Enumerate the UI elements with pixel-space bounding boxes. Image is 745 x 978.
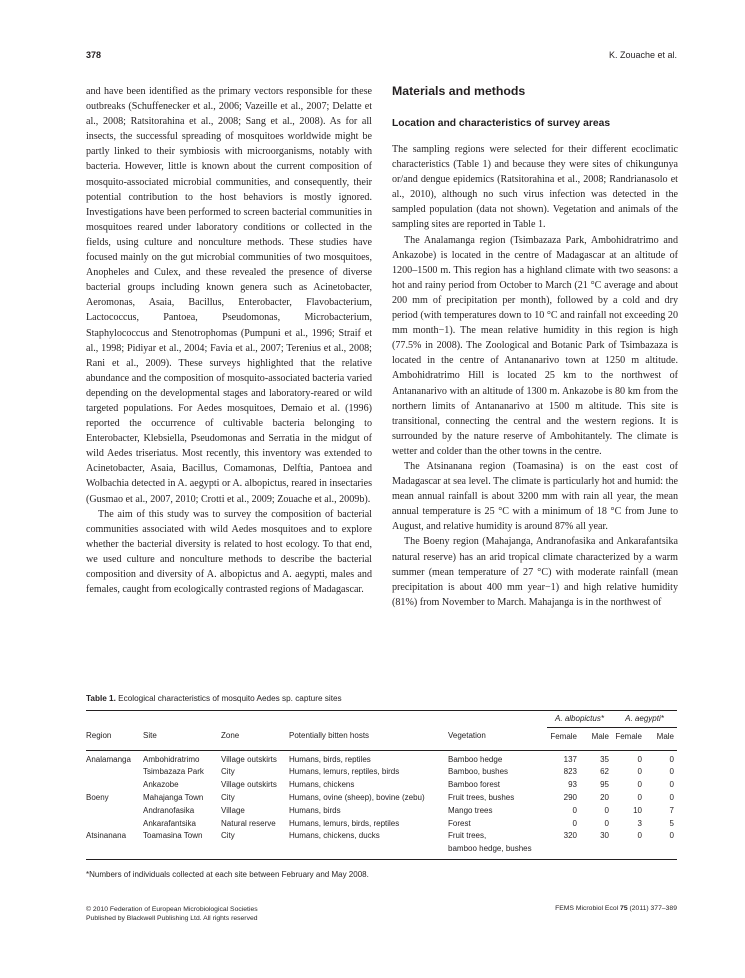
table-cell: 320 [563, 831, 577, 841]
table-cell [580, 844, 612, 857]
table-cell [289, 844, 448, 857]
table-cell: 30 [600, 831, 609, 841]
table-cell: 0 [637, 792, 642, 802]
table-cell: Humans, lemurs, birds, reptiles [289, 818, 400, 828]
table-cell [612, 844, 645, 857]
table-cell: 0 [604, 818, 609, 828]
table-cell: 0 [669, 767, 674, 777]
table-caption-text: Ecological characteristics of mosquito Aedes sp. capture sites [118, 694, 342, 703]
table-cell: 0 [572, 805, 577, 815]
table-cell: Humans, chickens, ducks [289, 831, 380, 841]
table-cell: City [221, 767, 235, 777]
table-cell: Ankarafantsika [143, 818, 196, 828]
table-cell: Humans, birds [289, 805, 341, 815]
table-footnote: *Numbers of individuals collected at each site between February and May 2008. [86, 869, 369, 879]
data-table-body [86, 755, 677, 857]
column-header: Vegetation [448, 731, 486, 741]
column-header: Female [615, 731, 642, 741]
table-cell: Bamboo forest [448, 780, 501, 790]
body-paragraph: The aim of this study was to survey the composition of bacterial communities associated with wild Aedes mosquitoes and to explore whether the bacterial diversity is related to host ecology. To that end, we used culture and nonculture methods to describe the bacterial composition and diversity of A. albopictus and A. aegypti, males and females, caught from ecologically contrasted regions of Madagascar. [86, 508, 372, 596]
column-header: Female [550, 731, 577, 741]
footer-copyright-line: © 2010 Federation of European Microbiological Societies [86, 906, 258, 913]
footer-copyright [86, 905, 258, 923]
table-cell: 35 [600, 754, 609, 764]
page-number: 378 [86, 50, 102, 60]
table-cell: Andranofasika [143, 805, 195, 815]
table-cell: Humans, lemurs, reptiles, birds [289, 767, 400, 777]
table-cell: 0 [572, 818, 577, 828]
table-cell [86, 780, 143, 793]
table-cell [86, 844, 143, 857]
footer-publisher-line: Published by Blackwell Publishing Ltd. All rights reserved [86, 915, 258, 922]
table-cell: 823 [563, 767, 577, 777]
column-header: Site [143, 731, 157, 741]
table-cell: 0 [604, 805, 609, 815]
table-cell: 290 [563, 792, 577, 802]
table-cell: Ambohidratrimo [143, 754, 200, 764]
table-caption-label: Table 1. [86, 694, 116, 703]
journal-pages: (2011) 377–389 [629, 905, 677, 912]
column-header: Male [656, 731, 674, 741]
table-cell: Village [221, 805, 245, 815]
table-cell: Village outskirts [221, 754, 277, 764]
table-header-rule [86, 750, 677, 751]
table-row [86, 844, 677, 857]
column-header: Region [86, 731, 112, 741]
species-albopictus: A. albopictus* [547, 711, 612, 727]
table-cell: Bamboo, bushes [448, 767, 509, 777]
table-cell: Analamanga [86, 754, 131, 764]
left-column [86, 84, 372, 597]
column-header: Male [591, 731, 609, 741]
table-cell: 0 [637, 767, 642, 777]
table-row [86, 780, 677, 793]
table-row [86, 831, 677, 844]
table-cell: 0 [637, 831, 642, 841]
table-row [86, 767, 677, 780]
table-cell [143, 844, 221, 857]
table-cell: 62 [600, 767, 609, 777]
table-cell: 0 [669, 792, 674, 802]
table-caption [86, 694, 677, 703]
body-paragraph: and have been identified as the primary vectors responsible for these outbreaks (Schuffenecker et al., 2006; Vazeille et al., 2007; Delatte et al., 2008; Ratsitorahina et al., 2008; Sang et al., 2008). As for all insects, the successful spreading of mosquitoes worldwide might be partly linked to their symbiosis with microorganisms, notably with bacteria. However, little is known about the current composition of mosquito-associated microbial communities, and consequently, their potential contribution to the host behaviors is mostly ignored. Investigations have been performed to screen bacterial communities in mosquitoes reared under laboratory conditions or collected in the fields, using culture and nonculture methods. These studies have focused mainly on the gut microbial communities of two mosquitoes, Anopheles and Culex, and these revealed the presence of diverse bacterial groups including known genera such as Acinetobacter, Aeromonas, Asaia, Bacillus, Enterobacter, Flavobacterium, Lactococcus, Pantoea, Pseudomonas, Microbacterium, Staphylococcus and Stenotrophomas (Pumpuni et al., 1996; Straif et al., 1998; Pidiyar et al., 2004; Favia et al., 2007; Terenius et al., 2008; Rani et al., 2009). These surveys highlighted that the relative abundance and the composition of mosquito-associated bacteria varied depending on the developmental stages and laboratory-reared or wild targeted populations. For Aedes mosquitoes, Demaio et al. (1996) reported the occurrence of cultivable bacteria belonging to Enterobacter, Klebsiella, Pseudomonas and Serratia in the midgut of wild Aedes triseriatus. Most recently, this inventory was extended to Acinetobacter, Asaia, Bacillus, Comamonas, Delftia, Pantoea and Wolbachia detected in A. aegypti or A. albopictus, reared in insectaries (Gusmao et al., 2007, 2010; Crotti et al., 2009; Zouache et al., 2009b). [86, 86, 372, 505]
table-cell: 7 [669, 805, 674, 815]
table-cell: 0 [669, 831, 674, 841]
table-cell: Humans, chickens [289, 780, 355, 790]
table-cell: 93 [568, 780, 577, 790]
body-paragraph: The sampling regions were selected for their different ecoclimatic characteristics (Table 1) and because they were sites of chikungunya or/and dengue epidemics (Ratsitorahina et al., 2008; Randrianasolo et al., 2010), although no such virus infection was detected in the sampled population (data not shown). Vegetation and animals of the sampling sites are reported in Table 1. [392, 144, 678, 231]
table-cell: Ankazobe [143, 780, 179, 790]
table-row [86, 793, 677, 806]
journal-name: FEMS Microbiol Ecol [555, 905, 619, 912]
body-paragraph: The Analamanga region (Tsimbazaza Park, Ambohidratrimo and Ankazobe) is located in the centre of Madagascar at an altitude of 1200–1500 m. This region has a highland climate with two seasons: a hot and rainy period from October to March (21 °C average and about 200 mm of precipitation per month), followed by a cold and dry period (with temperatures down to 10 °C and rainfall not exceeding 20 mm month−1). The mean relative humidity in this region is high (77.5% in 2008). The Zoological and Botanic Park of Tsimbazaza is located in the centre of Antananarivo town at 1250 m altitude. Ambohidratrimo Hill is located 25 km to the northwest of Antananarivo with an altitude of 1300 m. Ankazobe is 80 km from the northern limits of Antananarivo at 1500 m altitude. This site is transitional, connecting the central and the western regions. It is surrounded by the nature reserve of Ambohitantely. The climate is wetter and colder than the other towns in the centre. [392, 234, 678, 457]
table-cell: Humans, birds, reptiles [289, 754, 371, 764]
table-cell: Fruit trees, bushes [448, 792, 515, 802]
table-cell [645, 844, 677, 857]
table-cell: 10 [633, 805, 642, 815]
table-cell: Mango trees [448, 805, 493, 815]
table-cell: 0 [669, 780, 674, 790]
table-bottom-rule [86, 859, 677, 860]
table-cell: 137 [563, 754, 577, 764]
species-header-row [86, 711, 677, 727]
right-column [392, 84, 678, 610]
running-head: K. Zouache et al. [608, 50, 677, 60]
journal-volume: 75 [620, 905, 628, 912]
table-cell: Fruit trees, [448, 831, 487, 841]
table-cell: Bamboo hedge [448, 754, 503, 764]
table-cell: 0 [669, 754, 674, 764]
table-cell: 5 [669, 818, 674, 828]
table-cell [86, 806, 143, 819]
table-cell [86, 819, 143, 832]
table-cell: Natural reserve [221, 818, 276, 828]
table-cell: 3 [637, 818, 642, 828]
table-cell [547, 844, 580, 857]
data-table [86, 711, 677, 750]
table-cell: 0 [637, 780, 642, 790]
table-cell: 20 [600, 792, 609, 802]
subsection-heading: Location and characteristics of survey areas [392, 118, 611, 129]
table-cell: Tsimbazaza Park [143, 767, 204, 777]
table-cell [221, 844, 289, 857]
table-cell: bamboo hedge, bushes [448, 844, 532, 854]
table-row [86, 819, 677, 832]
table-cell: Forest [448, 818, 471, 828]
table-cell: City [221, 831, 235, 841]
table-row [86, 806, 677, 819]
column-header: Zone [221, 731, 240, 741]
table-cell: City [221, 792, 235, 802]
table-cell: Mahajanga Town [143, 792, 204, 802]
table-cell: 95 [600, 780, 609, 790]
table-cell: Atsinanana [86, 831, 127, 841]
table-cell: Village outskirts [221, 780, 277, 790]
species-aegypti: A. aegypti* [612, 711, 677, 727]
table-cell: Humans, ovine (sheep), bovine (zebu) [289, 792, 425, 802]
section-heading: Materials and methods [392, 84, 526, 98]
table-cell [86, 767, 143, 780]
body-paragraph: The Atsinanana region (Toamasina) is on the east cost of Madagascar at sea level. The climate is particularly hot and humid: the mean annual rainfall is about 3200 mm with rain all year, the mean annual temperature is 25 °C with a minimum of 18 °C from June to August, and relative humidity is around 87% all year. [392, 460, 678, 533]
table-cell: Toamasina Town [143, 831, 203, 841]
body-paragraph: The Boeny region (Mahajanga, Andranofasika and Ankarafantsika natural reserve) has an arid tropical climate characterized by a warm summer (mean temperature of 27 °C) with moderate rainfall (mean precipitation is about 400 mm year−1) and high relative humidity (81%) from November to March. Mahajanga is in the northwest of [392, 536, 678, 608]
footer-citation [555, 905, 677, 912]
table-row [86, 755, 677, 768]
table-cell: 0 [637, 754, 642, 764]
table-1 [86, 694, 677, 879]
column-header: Potentially bitten hosts [289, 731, 370, 741]
column-header-row [86, 727, 677, 749]
table-cell: Boeny [86, 792, 109, 802]
